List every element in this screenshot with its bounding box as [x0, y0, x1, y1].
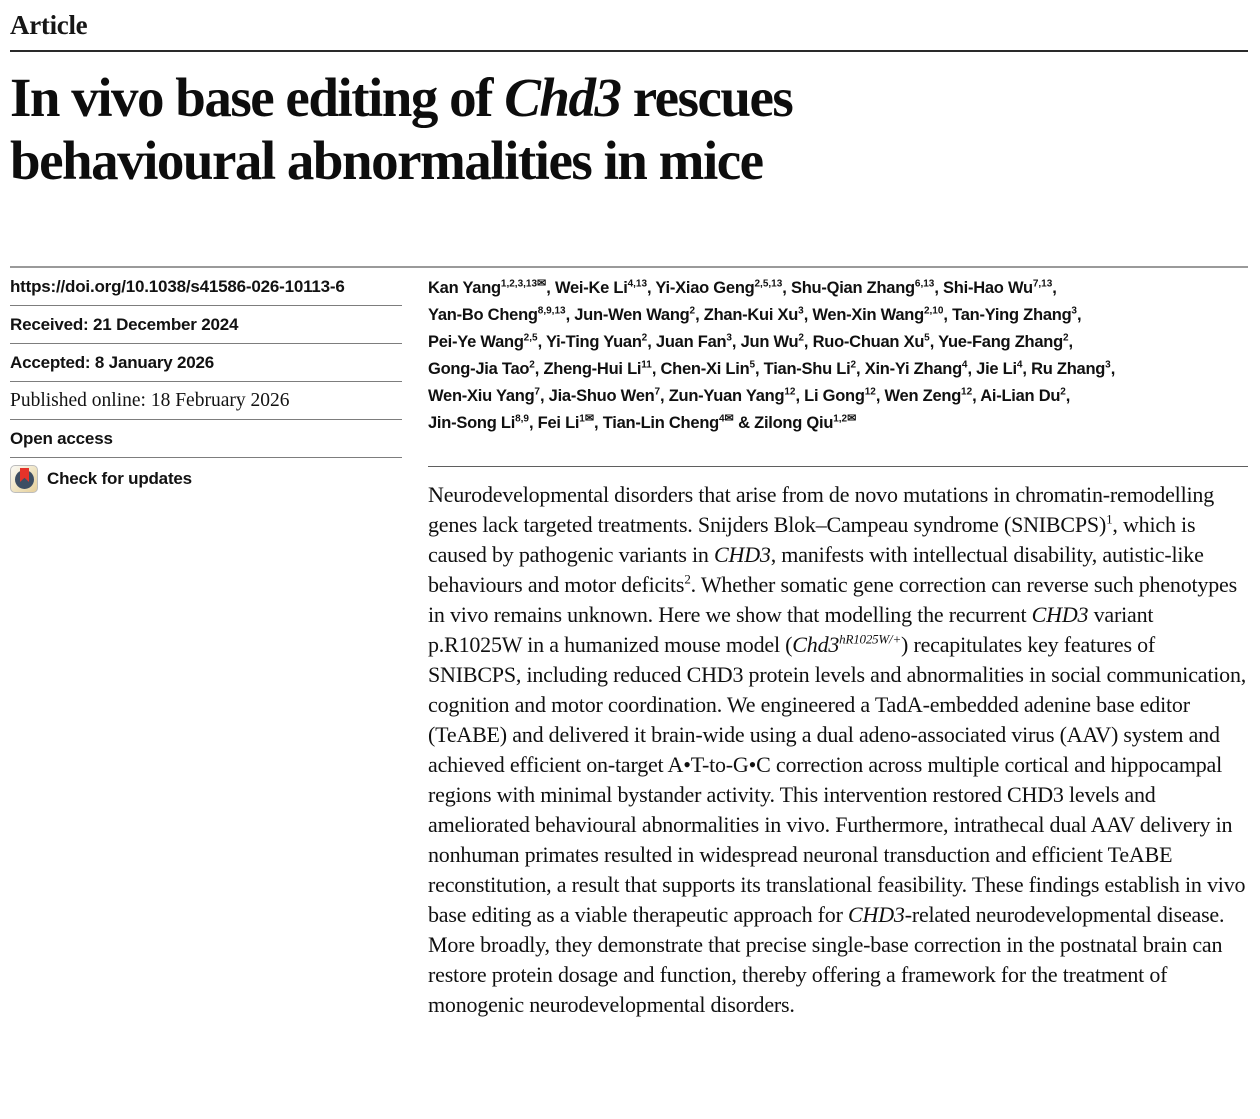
text-segment: Chd3: [504, 67, 621, 128]
abstract-text: [428, 480, 1248, 1020]
author-affiliations: 7: [654, 386, 661, 398]
text-segment: ) recapitulates key features of SNIBCPS, including reduced CHD3 protein levels and abnormalities in social communication, cognition and motor coordination. We engineered a TadA-embedded adenine base editor (TeABE) and delivered it brain-wide using a dual adeno-associated virus (AAV) system and achieved efficient on-target A•T-to-G•C correction across multiple cortical and hippocampal regions with minimal bystander activity. This intervention restored CHD3 levels and ameliorated behavioural abnormalities in vivo. Furthermore, intrathecal dual AAV delivery in nonhuman primates resulted in widespread neuronal transduction and efficient TeABE reconstitution, a result that supports its translational feasibility. These findings establish in vivo base editing as a viable therapeutic approach for: [428, 632, 1247, 927]
envelope-icon[interactable]: ✉: [724, 412, 734, 425]
author-affiliations: 12: [961, 386, 973, 398]
author-name: Zun-Yuan Yang$^{12}$: [668, 386, 796, 405]
author-name: Ru Zhang$^3$: [1031, 359, 1111, 378]
author-list: Kan Yang$^{1,2,3,13✉}$, Wei-Ke Li$^{4,13}$, Yi-Xiao Geng$^{2,5,13}$, Shu-Qian Zhang$^{6,13}$, Shi-Hao Wu$^{7,13}$, Yan-Bo Cheng$^{8,9,13}$, Jun-Wen Wang$^2$, Zhan-Kui Xu$^3$, Wen-Xin Wang$^{2,10}$, Tan-Ying Zhang$^3$, Pei-Ye Wang$^{2,5}$, Yi-Ting Yuan$^2$, Juan Fan$^3$, Jun Wu$^2$, Ruo-Chuan Xu$^5$, Yue-Fang Zhang$^2$, Gong-Jia Tao$^2$, Zheng-Hui Li$^{11}$, Chen-Xi Lin$^5$, Tian-Shu Li$^2$, Xin-Yi Zhang$^4$, Jie Li$^4$, Ru Zhang$^3$, Wen-Xiu Yang$^7$, Jia-Shuo Wen$^7$, Zun-Yuan Yang$^{12}$, Li Gong$^{12}$, Wen Zeng$^{12}$, Ai-Lian Du$^2$, Jin-Song Li$^{8,9}$, Fei $Li^{1✉}$, Tian-Lin Cheng$^{4✉}$ & Zilong Qiu$^{1,2✉}$: [428, 277, 1116, 432]
author-affiliations: 3: [798, 305, 804, 317]
author-name: Yan-Bo Cheng$^{8,9,13}$: [428, 305, 566, 324]
author-name: Gong-Jia Tao$^2$: [428, 359, 535, 378]
superscript: hR1025W/+: [839, 631, 902, 647]
text-segment: -related neurodevelopmental disease. More broadly, they demonstrate that precise single-base correction in the postnatal brain can restore protein dosage and function, thereby offering a framework for the treatment of monogenic neurodevelopmental disorders.: [428, 902, 1225, 1017]
author-name: Jun Wu$^2$: [740, 332, 804, 351]
text-segment: , which is caused by pathogenic variants in: [428, 512, 1196, 567]
author-name: Wen-Xin Wang$^{2,10}$: [812, 305, 944, 324]
author-name: Chen-Xi Lin$^5$: [660, 359, 755, 378]
author-name: Zilong Qiu$^{1,2✉}$: [754, 412, 857, 432]
author-name: Ruo-Chuan Xu$^5$: [812, 332, 930, 351]
author-affiliations: 2,5,13: [754, 278, 783, 290]
author-name: Tian-Shu Li$^2$: [763, 359, 857, 378]
author-name: Ai-Lian Du$^2$: [980, 386, 1066, 405]
author-affiliations: 3: [1071, 305, 1077, 317]
author-affiliations: 2: [641, 332, 648, 344]
text-segment: , manifests with intellectual disability, autistic-like behaviours and motor deficits: [428, 542, 1204, 597]
author-name: Zheng-Hui Li$^{11}$: [543, 359, 652, 378]
author-name: Pei-Ye Wang$^{2,5}$: [428, 332, 538, 351]
author-name: Tan-Ying Zhang$^3$: [952, 305, 1077, 324]
author-name: Jin-Song Li$^{8,9}$: [428, 413, 529, 432]
author-name: Yi-Xiao Geng$^{2,5,13}$: [655, 278, 783, 297]
author-affiliations: 2: [1062, 332, 1069, 344]
author-name: Wei-Ke Li$^{4,13}$: [554, 278, 648, 297]
doi-link[interactable]: https://doi.org/10.1038/s41586-026-10113-6: [10, 268, 402, 306]
author-affiliations: 11: [641, 359, 652, 371]
author-name: Fei $Li^{1✉}$: [537, 412, 595, 432]
author-name: Tian-Lin Cheng$^{4✉}$: [602, 412, 734, 432]
envelope-icon[interactable]: ✉: [537, 277, 547, 290]
author-affiliations: 4: [961, 359, 968, 371]
article-kicker: Article: [10, 10, 1248, 52]
author-name: Li Gong$^{12}$: [804, 386, 876, 405]
author-name: Xin-Yi Zhang$^4$: [864, 359, 968, 378]
content-columns: [10, 268, 1248, 1020]
author-name: Shi-Hao Wu$^{7,13}$: [943, 278, 1053, 297]
author-affiliations: 5: [749, 359, 755, 371]
author-affiliations: 2,10: [923, 305, 944, 317]
received-date: Received: 21 December 2024: [10, 306, 402, 344]
author-affiliations: 4,13: [627, 278, 648, 290]
author-name: Jia-Shuo Wen$^7$: [548, 386, 661, 405]
published-date: Published online: 18 February 2026: [10, 382, 402, 420]
author-affiliations: 3: [1105, 359, 1111, 371]
author-affiliations: 4: [718, 413, 725, 425]
author-affiliations: 12: [784, 386, 796, 398]
envelope-icon[interactable]: ✉: [584, 412, 595, 425]
author-affiliations: 2: [798, 332, 804, 344]
crossmark-icon[interactable]: [10, 465, 38, 493]
author-name: Yi-Ting Yuan$^2$: [545, 332, 648, 351]
author-name: Kan Yang$^{1,2,3,13✉}$: [428, 277, 547, 297]
text-segment: . Whether somatic gene correction can reverse such phenotypes in vivo remains unknown. Here we show that modelling the recurrent: [428, 572, 1237, 627]
article-title: [10, 66, 1248, 192]
abstract-divider: [428, 466, 1248, 467]
author-name: Yue-Fang Zhang$^2$: [938, 332, 1069, 351]
check-for-updates-label: Check for updates: [47, 469, 192, 488]
superscript: 1: [1106, 511, 1113, 527]
author-affiliations: 2,5: [523, 332, 538, 344]
author-affiliations: 6,13: [914, 278, 935, 290]
text-segment: Neurodevelopmental disorders that arise from de novo mutations in chromatin-remodelling genes lack targeted treatments. Snijders Blok–Campeau syndrome (SNIBCPS): [428, 482, 1214, 537]
text-segment: CHD3: [714, 542, 771, 567]
author-affiliations: 8,9,13: [537, 305, 566, 317]
author-affiliations: 8,9: [515, 413, 529, 425]
main-column: [402, 268, 1248, 1020]
text-segment: rescues: [620, 67, 793, 128]
author-affiliations: 2: [1060, 386, 1066, 398]
author-affiliations: 7: [534, 386, 540, 398]
author-name: Juan Fan$^3$: [655, 332, 732, 351]
text-segment: variant p.R1025W in a humanized mouse model (: [428, 602, 1154, 657]
text-segment: CHD3: [1031, 602, 1089, 627]
accepted-date: Accepted: 8 January 2026: [10, 344, 402, 382]
author-name: Wen-Xiu Yang$^7$: [428, 386, 540, 405]
author-affiliations: 2: [689, 305, 696, 317]
author-name: Zhan-Kui Xu$^3$: [703, 305, 804, 324]
author-affiliations: 3: [726, 332, 732, 344]
author-affiliations: 12: [864, 386, 876, 398]
author-name: Shu-Qian Zhang$^{6,13}$: [790, 278, 935, 297]
author-affiliations: 5: [924, 332, 930, 344]
superscript: 2: [684, 571, 691, 587]
author-name: Wen Zeng$^{12}$: [884, 386, 973, 405]
metadata-column: [10, 268, 402, 1020]
text-segment: CHD3: [848, 902, 905, 927]
author-affiliations: 1,2: [833, 413, 848, 425]
envelope-icon[interactable]: ✉: [847, 412, 857, 425]
author-affiliations: 7,13: [1032, 278, 1053, 290]
author-affiliations: 2: [850, 359, 857, 371]
text-segment: Chd3: [792, 632, 840, 657]
text-segment: behavioural abnormalities in mice: [10, 130, 763, 191]
author-affiliations: 1,2,3,13: [500, 278, 538, 290]
open-access-label: Open access: [10, 420, 402, 458]
check-for-updates-button[interactable]: [10, 458, 402, 500]
author-affiliations: 1: [579, 413, 585, 425]
author-name: Jie Li$^4$: [976, 359, 1023, 378]
author-affiliations: 2: [529, 359, 535, 371]
text-segment: In vivo base editing of: [10, 67, 505, 128]
author-name: Jun-Wen Wang$^2$: [574, 305, 696, 324]
author-affiliations: 4: [1016, 359, 1023, 371]
